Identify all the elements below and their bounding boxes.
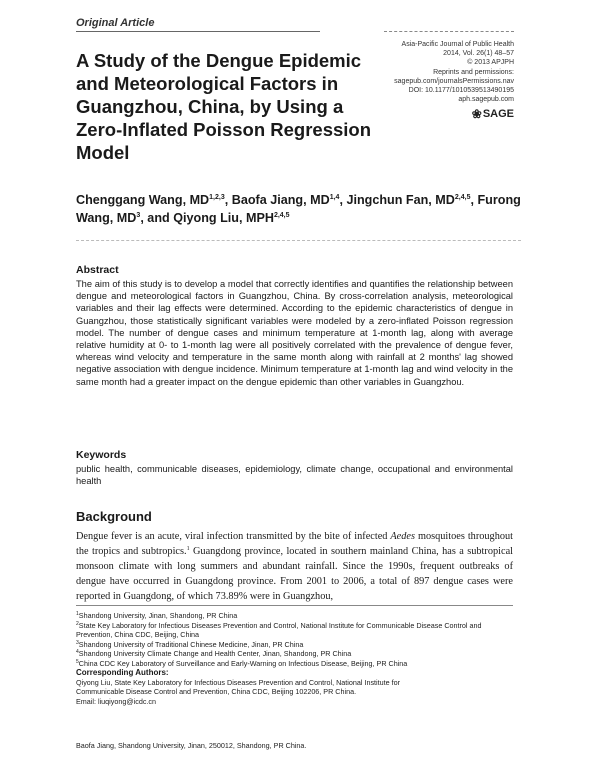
- species-name: Aedes: [390, 531, 415, 542]
- journal-line: aph.sagepub.com: [458, 96, 514, 104]
- author-name: Baofa Jiang, MD: [231, 193, 330, 207]
- author-affiliation-sup: 2,4,5: [273, 212, 290, 219]
- footnote-rule: [76, 605, 513, 606]
- affiliation-sup: 5: [76, 658, 79, 665]
- journal-line: © 2013 APJPH: [467, 59, 514, 67]
- author-separator: , and: [140, 211, 174, 225]
- author-list: [76, 191, 521, 227]
- keywords-text: public health, communicable diseases, epidemiology, climate change, occupational and environmental health: [76, 464, 513, 487]
- header-rule: [76, 31, 320, 32]
- keywords-heading: Keywords: [76, 449, 127, 461]
- affiliation-sup: 3: [76, 639, 79, 646]
- body-text-segment: Guangdong province, located in southern mainland China, has a subtropical monsoon climate with long summers and abundant rainfall. Since the 1990s, frequent outbreaks of dengue have occurred in Guangdong province. From 2001 to 2006, a total of 897 dengue cases were reported in Guangdong, of which 73.89% were in Guangzhou,: [76, 545, 513, 602]
- affiliation-sup: 1: [76, 611, 79, 617]
- affiliation-item: [76, 621, 513, 640]
- background-paragraph: [76, 530, 513, 605]
- journal-info: [324, 40, 514, 104]
- author-separator: ,: [339, 193, 347, 207]
- affiliation-item: [76, 611, 513, 621]
- journal-line: Asia-Pacific Journal of Public Health: [401, 41, 514, 48]
- publisher-name: SAGE: [482, 108, 514, 120]
- section-label: Original Article: [76, 17, 155, 29]
- author-affiliation-sup: 1,2,3: [209, 194, 225, 201]
- journal-line: Reprints and permissions:: [433, 68, 514, 76]
- affiliation-text: Shandong University of Traditional Chinese Medicine, Jinan, PR China: [78, 639, 304, 649]
- affiliation-sup: 2: [76, 620, 79, 627]
- author-name: Chenggang Wang, MD: [76, 193, 210, 207]
- affiliation-text: State Key Laboratory for Infectious Diseases Prevention and Control, National Institute for Communicable Disease Control and Prevention, China CDC, Beijing, China: [76, 620, 482, 639]
- author-affiliation-sup: 3: [136, 212, 141, 219]
- corresponding-line: Baofa Jiang, Shandong University, Jinan, 250012, Shandong, PR China.: [76, 741, 307, 750]
- author-separator: ,: [470, 193, 478, 207]
- affiliation-text: Shandong University Climate Change and Health Center, Jinan, Shandong, PR China: [78, 649, 352, 658]
- body-text-segment: Dengue fever is an acute, viral infection transmitted by the bite of infected: [76, 531, 391, 542]
- background-heading: Background: [76, 509, 152, 524]
- corresponding-email[interactable]: Email: liuqiyong@icdc.cn: [76, 696, 157, 706]
- corresponding-line: Qiyong Liu, State Key Laboratory for Infectious Diseases Prevention and Control, National Institute for: [76, 678, 401, 687]
- abstract-heading: Abstract: [76, 264, 119, 276]
- affiliation-list: [76, 611, 513, 668]
- journal-line: 2014, Vol. 26(1) 48–57: [443, 50, 514, 58]
- corresponding-info-2: [76, 741, 513, 750]
- affiliation-item: [76, 640, 513, 650]
- article-title: A Study of the Dengue Epidemic and Meteorological Factors in Guangzhou, China, by Using a Zero-Inflated Poisson Regression Model: [76, 50, 372, 163]
- journal-line: DOI: 10.1177/1010539513490195: [408, 87, 514, 95]
- citation-sup: 1: [186, 545, 190, 552]
- corresponding-heading: Corresponding Authors:: [76, 668, 169, 677]
- author-name: Furong Wang, MD: [76, 193, 521, 225]
- abstract-text: The aim of this study is to develop a model that correctly identifies and quantifies the relationship between dengue and meteorological factors in Guangzhou, China. By cross-correlation analysis, meteorological variables and their lag effects were determined. According to the epidemic characteristics of dengue in Guangzhou, those statistically significant variables were modeled by a zero-inflated Poisson regression model. The number of dengue cases and minimum temperature at 1-month lag, along with average relative humidity at 0- to 1-month lag were all positively correlated with the prevalence of dengue fever, whereas wind velocity and temperature in the same month along with rainfall at 2 months' lag showed negative association with dengue incidence. Minimum temperature at 1-month lag and wind velocity in the same month had a greater impact on the dengue epidemic than other variables in Guangzhou.: [76, 279, 513, 387]
- author-name: Qiyong Liu, MPH: [173, 211, 274, 225]
- publisher-logo: [472, 108, 514, 120]
- affiliation-text: Shandong University, Jinan, Shandong, PR China: [78, 611, 238, 620]
- affiliation-item: [76, 649, 513, 659]
- corresponding-info: [76, 678, 513, 706]
- body-text-segment: mosquitoes throughout the tropics and subtropics.: [76, 531, 514, 557]
- affiliation-sup: 4: [76, 649, 79, 655]
- affiliation-item: [76, 659, 513, 669]
- journal-line: sagepub.com/journalsPermissions.nav: [394, 77, 514, 85]
- author-affiliation-sup: 1,4: [329, 194, 340, 201]
- affiliation-text: China CDC Key Laboratory of Surveillance and Early-Warning on Infectious Disease, Beijing, PR China: [78, 658, 408, 668]
- author-affiliation-sup: 2,4,5: [454, 194, 471, 201]
- sage-logo-icon: ❀: [471, 107, 482, 121]
- author-separator: ,: [224, 193, 232, 207]
- author-name: Jingchun Fan, MD: [346, 193, 455, 207]
- corresponding-line: Communicable Disease Control and Prevention, China CDC, Beijing 102206, PR China.: [76, 687, 357, 697]
- header-rule-right: [384, 31, 514, 32]
- divider: [76, 240, 521, 241]
